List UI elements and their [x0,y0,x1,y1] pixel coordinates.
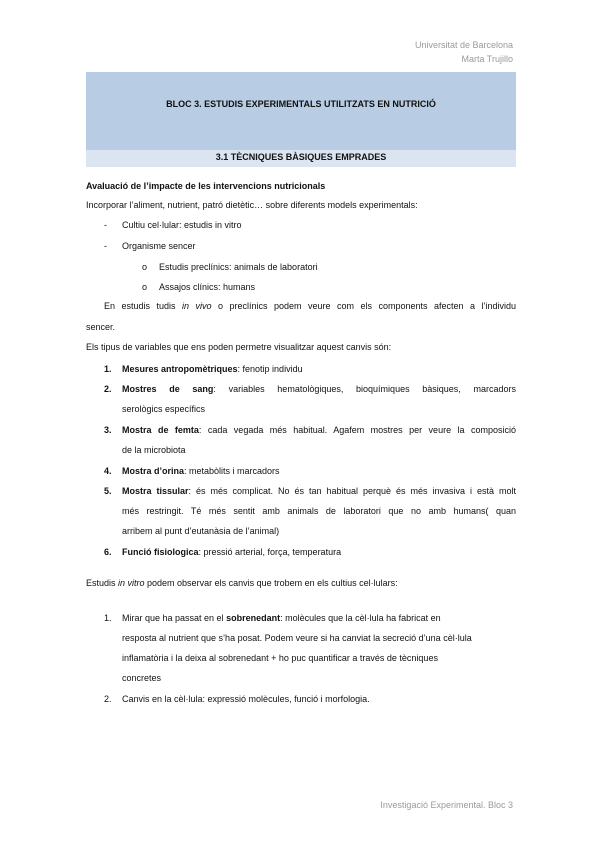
variables-intro: Els tipus de variables que ens poden permetre visualitzar aquest canvis són: [86,342,392,352]
list-number: 5. [104,486,112,496]
list-number: 1. [104,613,112,623]
bullet-dash: - [104,241,107,251]
section-heading: Avaluació de l’impacte de les intervencions nutricionals [86,181,326,191]
section-title: 3.1 TÈCNIQUES BÀSIQUES EMPRADES [215,152,387,162]
list-number: 2. [104,384,112,394]
list-item: Mostra de femta: cada vegada més habitual. Agafem mostres per veure la composició [122,425,516,435]
intro-paragraph: Incorporar l’aliment, nutrient, patró dietètic… sobre diferents models experimentals: [86,200,418,210]
bullet-dash: - [104,220,107,230]
list-item: Mostra tissular: és més complicat. No és tan habitual perquè és més invasiva i està molt [122,486,516,496]
list-item-cont: més restringit. Té més sentit amb animals de laboratori que no amb humans( quan [122,506,516,516]
header-author: Marta Trujillo [461,54,513,64]
list-item-cont: resposta al nutrient que s’ha posat. Podem veure si ha canviat la secreció d’una cèl·lula [122,633,472,643]
list-item: Mostres de sang: variables hematològiques, bioquímiques bàsiques, marcadors [122,384,516,394]
list-number: 2. [104,694,112,704]
list-item: Mesures antropomètriques: fenotip individu [122,364,303,374]
list-item: Funció fisiologica: pressió arterial, força, temperatura [122,547,342,557]
page-footer: Investigació Experimental. Bloc 3 [380,800,513,810]
list-item: Mostra d’orina: metabòlits i marcadors [122,466,280,476]
chapter-title: BLOC 3. ESTUDIS EXPERIMENTALS UTILITZATS EN NUTRICIÓ [166,99,436,109]
sub-bullet-marker: o [142,282,148,292]
in-vitro-paragraph: Estudis in vitro podem observar els canvis que trobem en els cultius cel·lulars: [86,578,398,588]
list-item-cont: serològics específics [122,404,206,414]
list-number: 1. [104,364,112,374]
bullet-item: Cultiu cel·lular: estudis in vitro [122,220,242,230]
header-institution: Universitat de Barcelona [414,40,513,50]
bullet-item: Organisme sencer [122,241,196,251]
list-item-cont: arribem al punt d’eutanàsia de l’animal) [122,526,280,536]
list-item: Mirar que ha passat en el sobrenedant: molècules que la cèl·lula ha fabricat en [122,613,441,623]
list-item-cont: inflamatòria i la deixa al sobrenedant + ho puc quantificar a través de tècniques [122,653,438,663]
list-item: Canvis en la cèl·lula: expressió molècules, funció i morfologia. [122,694,370,704]
section-banner [86,150,516,167]
list-number: 6. [104,547,112,557]
sub-bullet-item: Assajos clínics: humans [159,282,256,292]
list-item-cont: de la microbiota [122,445,186,455]
sub-bullet-item: Estudis preclínics: animals de laboratori [159,262,318,272]
in-vivo-paragraph: En estudis tudis in vivo o preclínics podem veure com els components afecten a l’individu [104,301,516,311]
chapter-banner [86,72,516,150]
in-vivo-paragraph-end: sencer. [86,322,116,332]
list-number: 4. [104,466,112,476]
sub-bullet-marker: o [142,262,148,272]
list-item-cont: concretes [122,673,162,683]
list-number: 3. [104,425,112,435]
